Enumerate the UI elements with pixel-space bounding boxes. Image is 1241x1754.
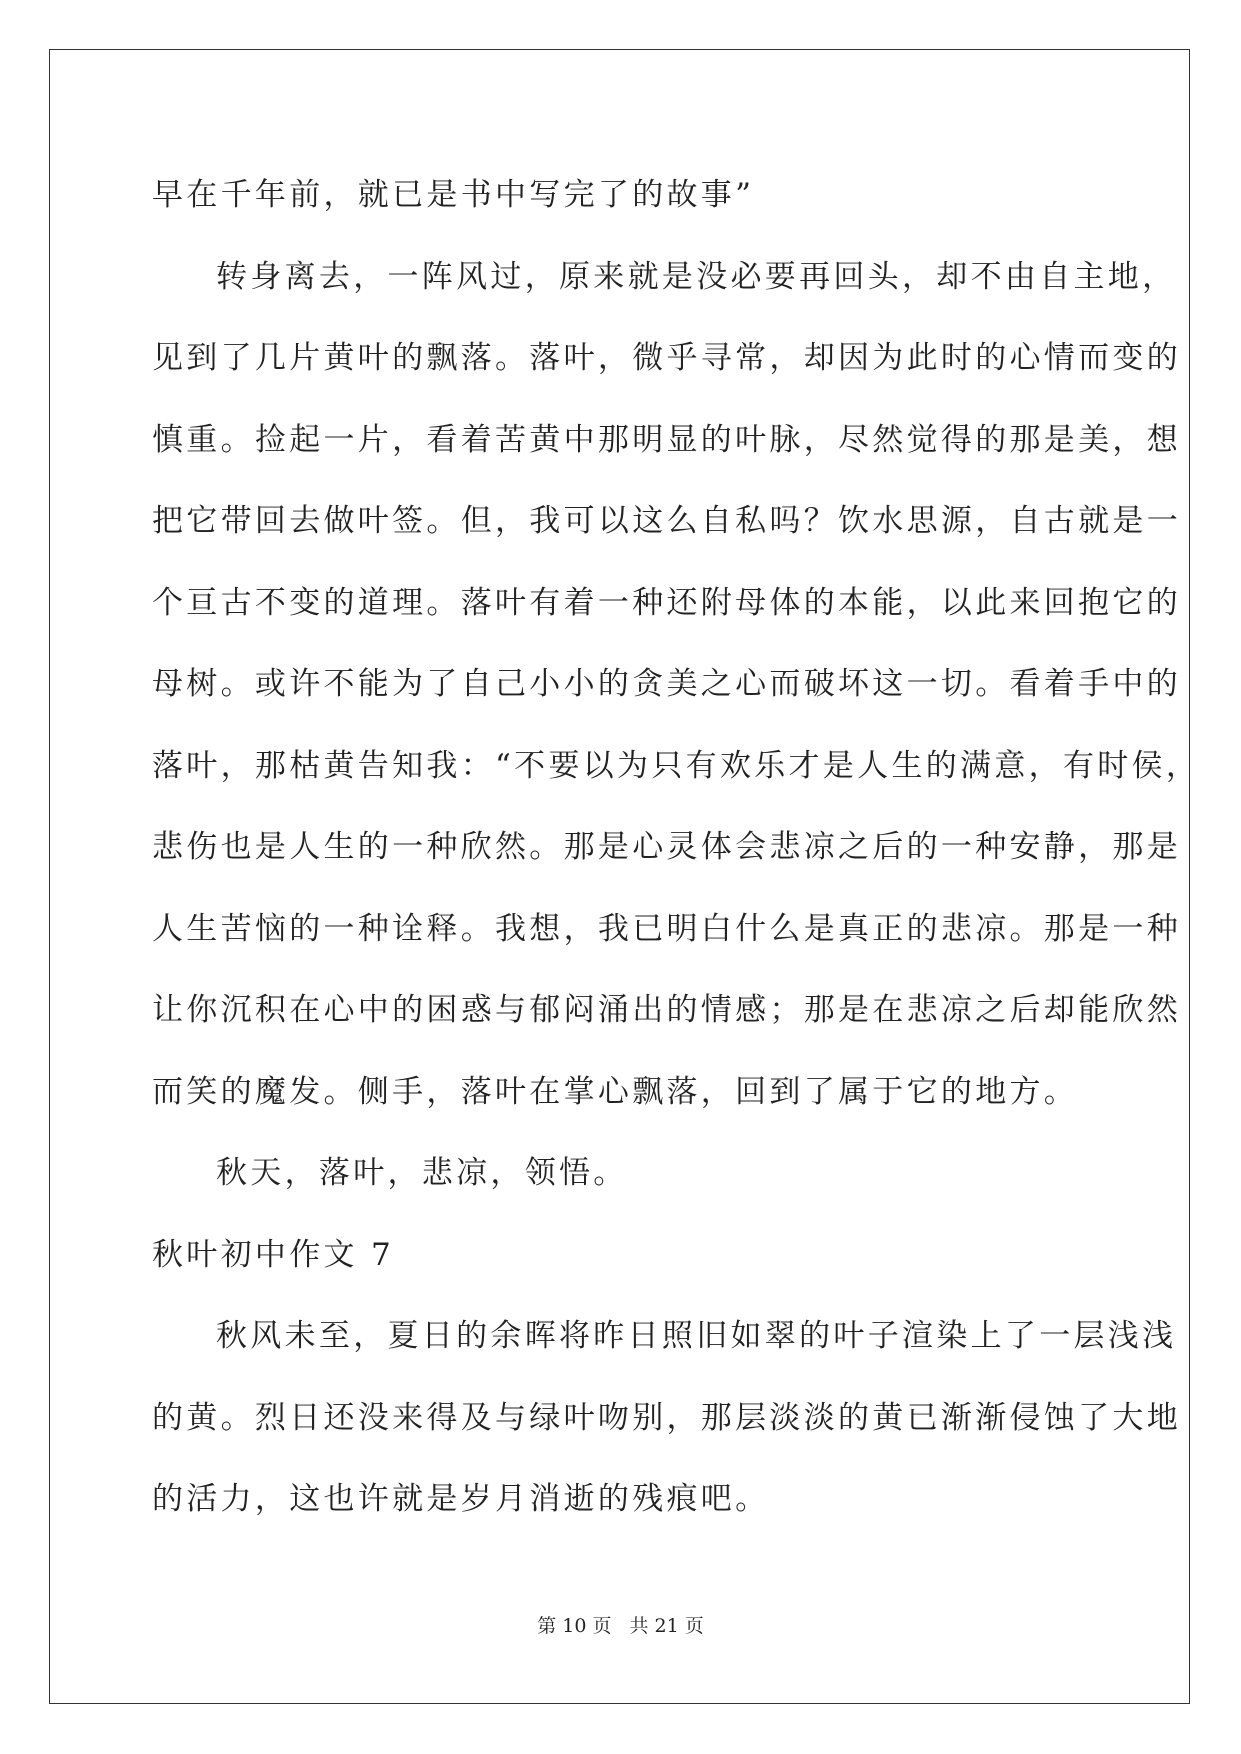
text-line: 的活力，这也许就是岁月消逝的残痕吧。: [152, 1481, 770, 1517]
text-line: 悲伤也是人生的一种欣然。那是心灵体会悲凉之后的一种安静，那是: [152, 829, 1181, 865]
page-number: 第 10 页: [537, 1615, 612, 1637]
page-total: 共 21 页: [629, 1615, 704, 1637]
text-line: 人生苦恼的一种诠释。我想，我已明白什么是真正的悲凉。那是一种: [152, 910, 1181, 947]
document-body: [152, 155, 1201, 1541]
paragraph-start: 秋天，落叶，悲凉，领悟。: [216, 1155, 628, 1191]
text-line: 让你沉积在心中的困惑与郁闷涌出的情感；那是在悲凉之后却能欣然: [152, 992, 1181, 1028]
text-line: 的黄。烈日还没来得及与绿叶吻别，那层淡淡的黄已渐渐侵蚀了大地: [152, 1399, 1181, 1436]
text-line: 早在千年前，就已是书中写完了的故事”: [152, 177, 755, 213]
page-footer: [0, 1611, 1241, 1638]
text-line: 落叶，那枯黄告知我：“不要以为只有欢乐才是人生的满意，有时侯，: [152, 747, 1201, 784]
text-line: 见到了几片黄叶的飘落。落叶，微乎寻常，却因为此时的心情而变的: [152, 340, 1181, 376]
section-heading: 秋叶初中作文 7: [152, 1236, 394, 1273]
text-line: 母树。或许不能为了自己小小的贪美之心而破坏这一切。看着手中的: [152, 666, 1181, 702]
paragraph-start: 转身离去，一阵风过，原来就是没必要再回头，却不由自主地，: [216, 258, 1177, 295]
text-line: 个亘古不变的道理。落叶有着一种还附母体的本能，以此来回抱它的: [152, 584, 1181, 621]
text-line: 把它带回去做叶签。但，我可以这么自私吗？饮水思源，自古就是一: [152, 503, 1181, 539]
paragraph-start: 秋风未至，夏日的余晖将昨日照旧如翠的叶子渲染上了一层浅浅: [216, 1318, 1177, 1354]
text-line: 而笑的魔发。侧手，落叶在掌心飘落，回到了属于它的地方。: [152, 1073, 1079, 1110]
text-line: 慎重。捡起一片，看着苦黄中那明显的叶脉，尽然觉得的那是美，想: [152, 421, 1181, 458]
